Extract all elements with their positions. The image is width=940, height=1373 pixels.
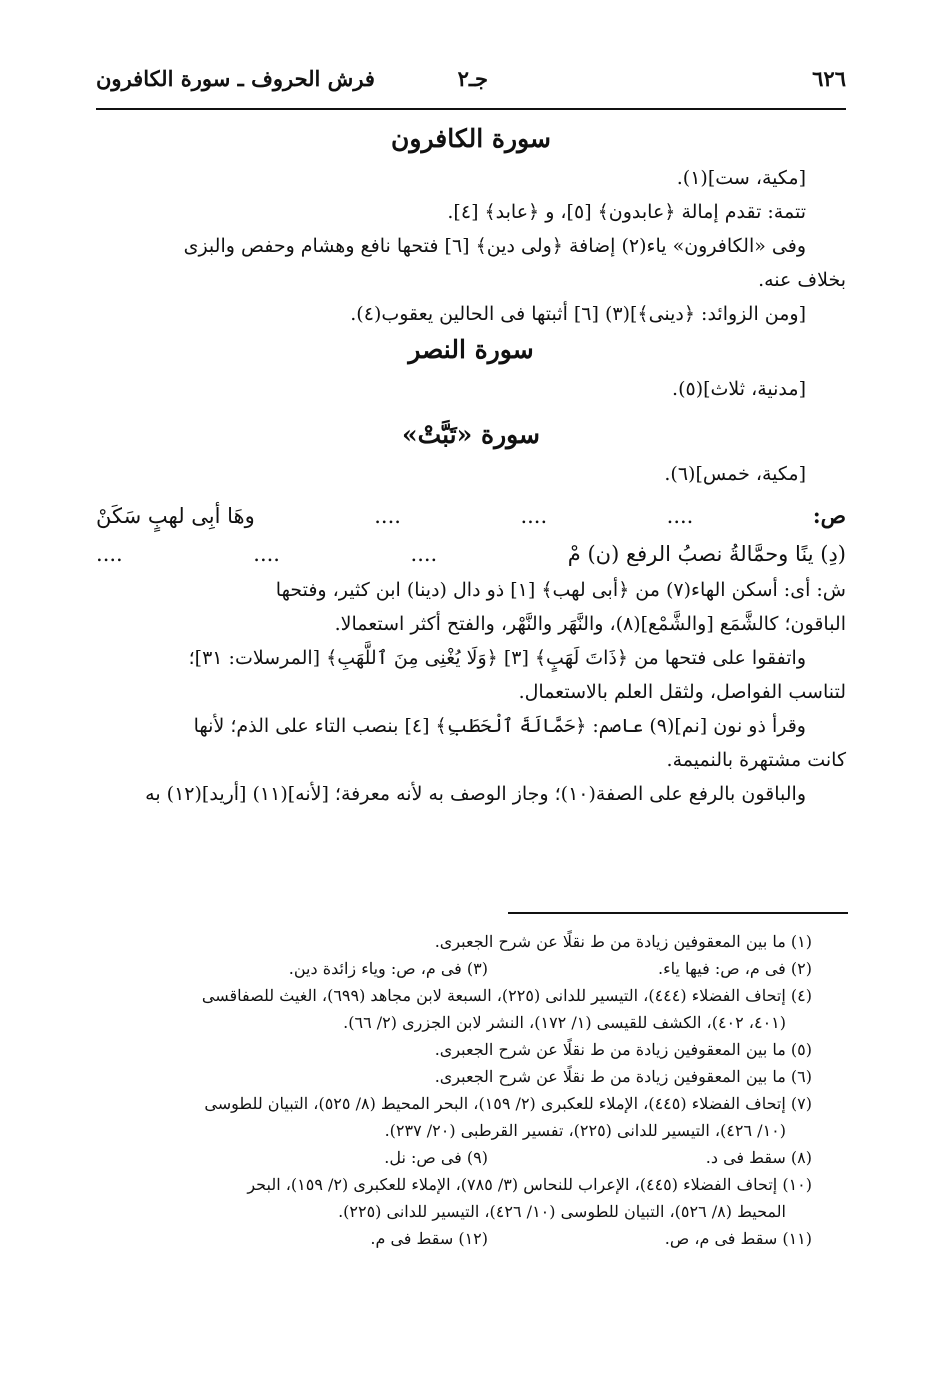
- text-line: كانت مشتهرة بالنميمة.: [666, 749, 846, 771]
- footnote: (١٢) سقط فى م.: [370, 1229, 488, 1248]
- text-line: واتفقوا على فتحها من ﴿ذَاتَ لَهَبٍ﴾ [٣] ﴿وَلَا يُغْنِى مِنَ ٱللَّهَبِ﴾ [المرسلات: ٣١]؛: [188, 647, 806, 669]
- footnote: (٢) فى م، ص: فيها ياء.: [658, 959, 812, 978]
- verse-dots: ....: [520, 504, 548, 528]
- text-line: تتمة: تقدم إمالة ﴿عابدون﴾ [٥]، و ﴿عابد﴾ [٤].: [447, 201, 806, 223]
- footnote: (١) ما بين المعقوفين زيادة من ط نقلًا عن شرح الجعبرى.: [434, 932, 812, 951]
- footnote: (٦) ما بين المعقوفين زيادة من ط نقلًا عن شرح الجعبرى.: [434, 1067, 812, 1086]
- footnote-pair: [96, 955, 846, 982]
- text-line: [مكية، خمس](٦).: [664, 463, 806, 485]
- main-text: [96, 120, 846, 811]
- section-title-tabbat: سورة «تَبَّتْ»: [401, 420, 541, 449]
- text-line: وفى «الكافرون» ياء(٢) إضافة ﴿ولى دين﴾ [٦] فتحها نافع وهشام وحفص والبزى: [183, 235, 806, 257]
- text-line: وقرأ ذو نون [نم](٩) عاصم: ﴿حَمَّالَةَ ٱلْحَطَبِ﴾ [٤] بنصب التاء على الذم؛ لأنها: [193, 715, 806, 737]
- verse-dots: ....: [374, 504, 401, 528]
- footnote: (٥) ما بين المعقوفين زيادة من ط نقلًا عن شرح الجعبرى.: [434, 1040, 812, 1059]
- footnote: (٤) إتحاف الفضلاء (٤٤٤)، التيسير للدانى (٢٢٥)، السبعة لابن مجاهد (٦٩٩)، الغيث للصفاقسى: [201, 986, 812, 1005]
- footnote: (١١) سقط فى م، ص.: [664, 1229, 812, 1248]
- verse-dots: ....: [96, 542, 123, 566]
- footnote: (١٠) إتحاف الفضلاء (٤٤٥)، الإعراب للنحاس (٣/ ٧٨٥)، الإملاء للعكبرى (٢/ ١٥٩)، البحر: [247, 1175, 812, 1194]
- verse-line-1: [96, 497, 846, 535]
- text-line: والباقون بالرفع على الصفة(١٠)؛ وجاز الوصف به لأنه معرفة؛ [لأنه](١١) [أريد](١٢) به: [145, 783, 806, 805]
- verse-dots: ....: [253, 542, 280, 566]
- footnote: (٩) فى ص: نل.: [384, 1148, 488, 1167]
- text-line: لتناسب الفواصل، ولثقل العلم بالاستعمال.: [518, 681, 846, 703]
- footnote: (٣) فى م، ص: وياء زائدة دين.: [288, 959, 488, 978]
- footnote-rule: [508, 912, 848, 914]
- footnotes: [96, 928, 846, 1252]
- footnote-pair: [96, 1144, 846, 1171]
- text-line: بخلاف عنه.: [758, 269, 846, 291]
- verse-dots: ....: [666, 504, 694, 528]
- footnote: (٧) إتحاف الفضلاء (٤٤٥)، الإملاء للعكبرى (٢/ ١٥٩)، البحر المحيط (٨/ ٥٢٥)، التبيان للطوسى: [204, 1094, 812, 1113]
- running-header: [96, 64, 846, 104]
- section-title-nasr: سورة النصر: [408, 335, 534, 364]
- verse-text: وهَا أبِى لهبٍ سَكَنْ: [96, 504, 255, 528]
- running-title: فرش الحروف ـ سورة الكافرون: [96, 66, 375, 91]
- verse-text: (دِ) ينًا وحمَّالةُ نصبُ الرفع (ن) مْ: [567, 542, 846, 566]
- text-line: [مكية، ست](١).: [676, 167, 806, 189]
- section-title-kafirun: سورة الكافرون: [391, 124, 551, 153]
- verse-dots: ....: [410, 542, 438, 566]
- volume-label: جـ٢: [457, 66, 488, 91]
- footnote-pair: [96, 1225, 846, 1252]
- verse-line-2: [96, 535, 846, 573]
- footnote-continuation: (٤٠١، ٤٠٢)، الكشف للقيسى (١/ ١٧٢)، النشر لابن الجزرى (٢/ ٦٦).: [343, 1013, 786, 1032]
- text-line: الباقون؛ كالشَّمَع [والشَّمْع](٨)، والنَّهَر والنَّهْر، والفتح أكثر استعمالا.: [334, 613, 846, 635]
- page-number: ٦٢٦: [812, 66, 846, 91]
- header-rule: [96, 108, 846, 110]
- footnote: (٨) سقط فى د.: [705, 1148, 812, 1167]
- footnote-continuation: (١٠/ ٤٢٦)، التيسير للدانى (٢٢٥)، تفسير القرطبى (٢٠/ ٢٣٧).: [384, 1121, 786, 1140]
- text-line: ش: أى: أسكن الهاء(٧) من ﴿أبى لهب﴾ [١] ذو دال (دينا) ابن كثير، وفتحها: [275, 579, 846, 601]
- verse-marker: ص:: [812, 503, 846, 528]
- text-line: [مدنية، ثلاث](٥).: [672, 378, 806, 400]
- footnote-continuation: المحيط (٨/ ٥٢٦)، التبيان للطوسى (١٠/ ٤٢٦)، التيسير للدانى (٢٢٥).: [338, 1202, 786, 1221]
- text-line: [ومن الزوائد: ﴿دينى﴾](٣) [٦] أثبتها فى الحالين يعقوب(٤).: [350, 303, 806, 325]
